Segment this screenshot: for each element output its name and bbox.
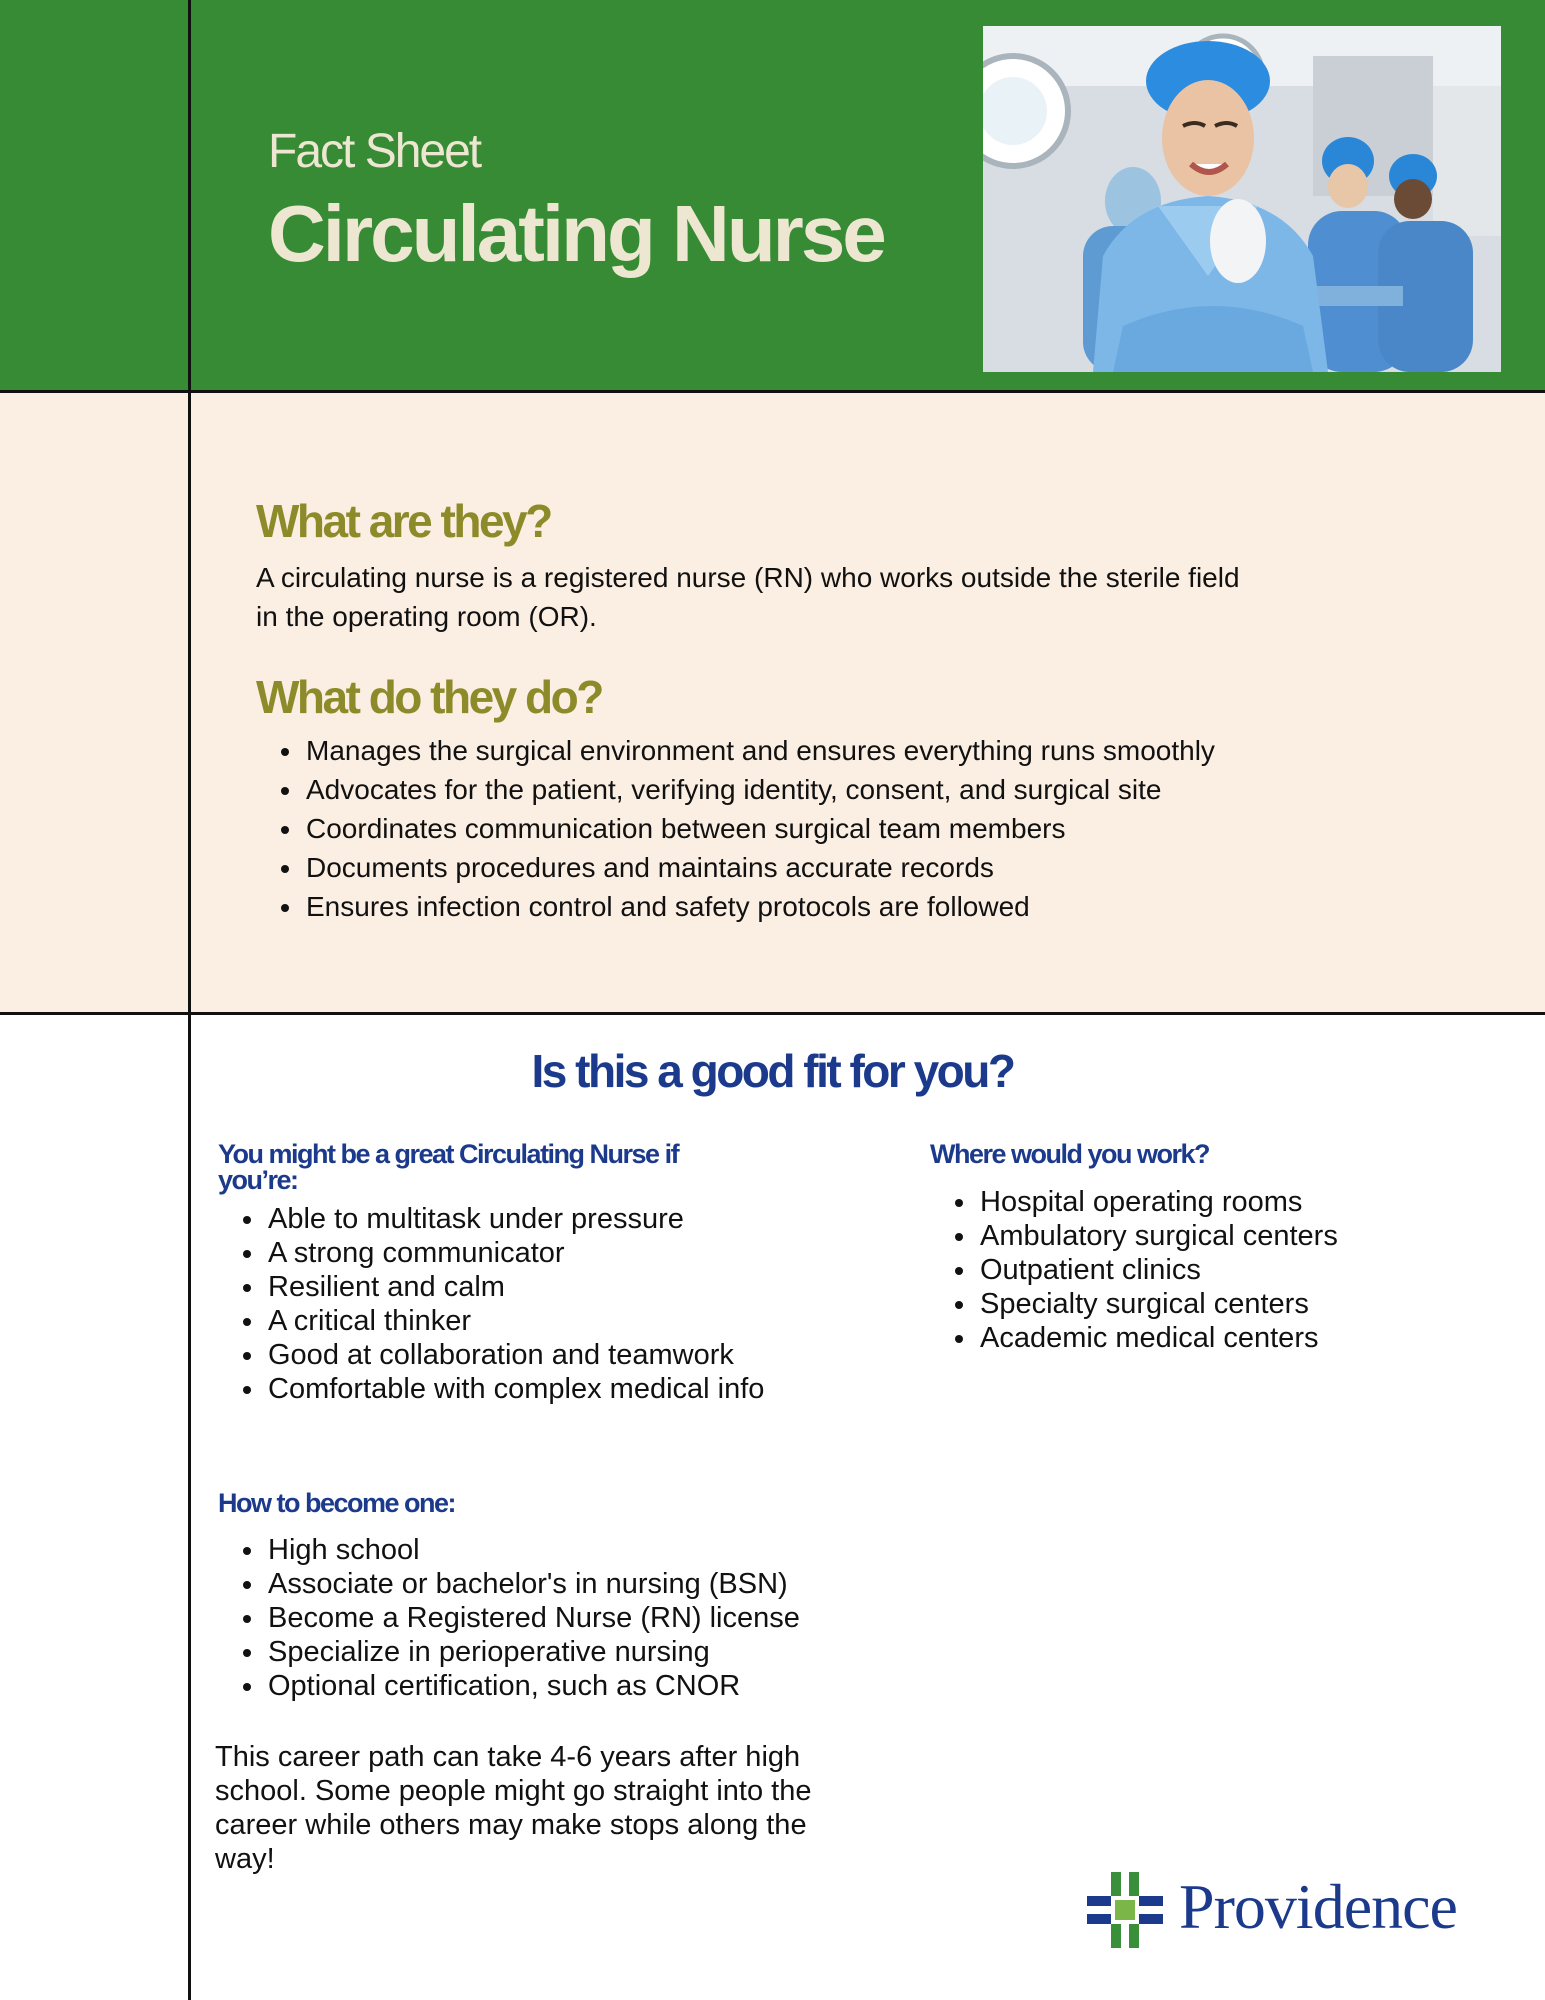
- list-item: • Manages the surgical environment and ensures everything runs smoothly: [304, 731, 1284, 770]
- list-item: • Optional certification, such as CNOR: [266, 1669, 866, 1703]
- list-item: • Specialty surgical centers: [978, 1287, 1538, 1321]
- page-title: Circulating Nurse: [268, 189, 884, 278]
- work-list: [930, 1185, 1538, 1355]
- become-heading: How to become one:: [218, 1488, 456, 1518]
- list-item: • Documents procedures and maintains accurate records: [304, 848, 1284, 887]
- providence-logo: [1085, 1868, 1505, 1952]
- list-item: • Outpatient clinics: [978, 1253, 1538, 1287]
- traits-list: [218, 1202, 866, 1406]
- divider-vertical: [188, 0, 191, 2000]
- career-note: This career path can take 4-6 years after high school. Some people might go straight into the career while others may make stops along the way!: [215, 1741, 812, 1875]
- list-item: • Hospital operating rooms: [978, 1185, 1538, 1219]
- list-item: • Ensures infection control and safety protocols are followed: [304, 887, 1284, 926]
- fit-heading: Is this a good fit for you?: [531, 1045, 1014, 1097]
- work-heading: Where would you work?: [930, 1139, 1210, 1169]
- list-item: • Advocates for the patient, verifying identity, consent, and surgical site: [304, 770, 1284, 809]
- cross-logo-icon: [1085, 1870, 1165, 1950]
- become-list: [218, 1533, 866, 1703]
- do-heading: What do they do?: [256, 671, 602, 723]
- list-item: • Become a Registered Nurse (RN) license: [266, 1601, 866, 1635]
- list-item: • A strong communicator: [266, 1236, 866, 1270]
- list-item: • Associate or bachelor's in nursing (BSN): [266, 1567, 866, 1601]
- do-list: [256, 731, 1284, 926]
- logo-name: Providence: [1179, 1871, 1457, 1942]
- list-item: • Good at collaboration and teamwork: [266, 1338, 866, 1372]
- list-item: • Comfortable with complex medical info: [266, 1372, 866, 1406]
- list-item: • A critical thinker: [266, 1304, 866, 1338]
- divider-top: [0, 390, 1545, 393]
- list-item: • Coordinates communication between surgical team members: [304, 809, 1284, 848]
- list-item: • Academic medical centers: [978, 1321, 1538, 1355]
- list-item: • Able to multitask under pressure: [266, 1202, 866, 1236]
- list-item: • Ambulatory surgical centers: [978, 1219, 1538, 1253]
- divider-middle: [0, 1012, 1545, 1015]
- traits-heading: You might be a great Circulating Nurse if you’re:: [218, 1139, 679, 1195]
- kicker-text: Fact Sheet: [268, 125, 481, 178]
- list-item: • Resilient and calm: [266, 1270, 866, 1304]
- list-item: • Specialize in perioperative nursing: [266, 1635, 866, 1669]
- list-item: • High school: [266, 1533, 866, 1567]
- surgeon-photo: [983, 26, 1501, 372]
- what-text: A circulating nurse is a registered nurse (RN) who works outside the sterile field in the operating room (OR).: [256, 562, 1240, 632]
- what-heading: What are they?: [256, 495, 551, 547]
